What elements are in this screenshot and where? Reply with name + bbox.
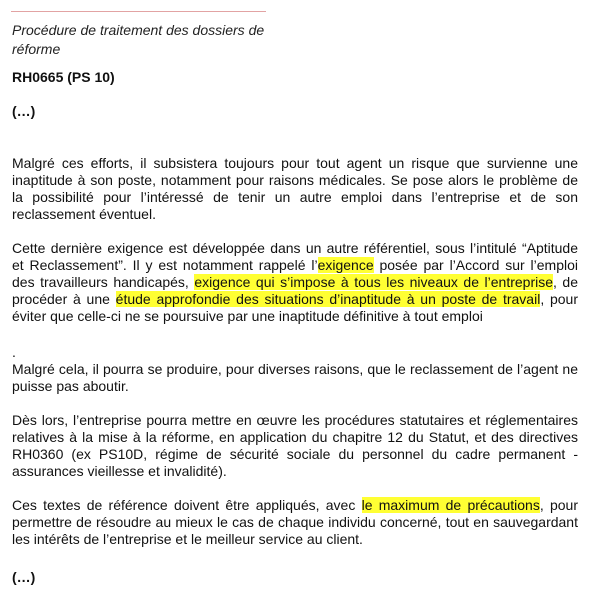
- document-title: Procédure de traitement des dossiers de réforme: [12, 22, 265, 57]
- paragraph-2-text-b: posée par l’Accord sur l’emploi des travailleurs handicapés,: [12, 257, 578, 290]
- highlight-maximum-precautions: le maximum de précautions: [361, 497, 540, 513]
- paragraph-2-text-d: , pour éviter que celle-ci ne se poursuive par une inaptitude définitive à tout emploi: [12, 291, 578, 324]
- ellipsis-bottom: (…): [12, 569, 36, 585]
- document-reference: RH0665 (PS 10): [12, 69, 115, 85]
- header-rule: [11, 11, 266, 12]
- paragraph-5: [12, 497, 578, 548]
- paragraph-3: Malgré cela, il pourra se produire, pour diverses raisons, que le reclassement de l’agent ne puisse pas aboutir.: [12, 361, 578, 394]
- paragraph-5-text-b: , pour permettre de résoudre au mieux le cas de chaque individu concerné, tout en sauvegardant les intérêts de l’entreprise et le meilleur service au client.: [12, 497, 578, 547]
- ellipsis-top: (…): [12, 103, 36, 119]
- paragraph-5-text-a: Ces textes de référence doivent être appliqués, avec: [12, 497, 362, 513]
- highlight-exigence: exigence: [317, 257, 374, 273]
- paragraph-2: [12, 240, 578, 325]
- highlight-tous-niveaux: exigence qui s’impose à tous les niveaux de l’entreprise: [194, 274, 554, 290]
- paragraph-2-text-c: , de procéder à une: [12, 274, 579, 307]
- highlight-etude-approfondie: étude approfondie des situations d’inaptitude à un poste de travail: [115, 291, 541, 307]
- paragraph-4: Dès lors, l’entreprise pourra mettre en œuvre les procédures statutaires et réglementaires relatives à la mise à la réforme, en application du chapitre 12 du Statut, et des directives RH0360 (ex PS10D, régime de sécurité sociale du personnel du cadre permanent - assurances vieillesse et invalidité).: [12, 412, 578, 479]
- paragraph-1: Malgré ces efforts, il subsistera toujours pour tout agent un risque que survienne une inaptitude à son poste, notamment pour raisons médicales. Se pose alors le problème de la possibilité pour l’intéressé de tenir un autre emploi dans l’entreprise et de son reclassement éventuel.: [12, 155, 578, 222]
- paragraph-2-text-a: Cette dernière exigence est développée dans un autre référentiel, sous l’intitulé “Aptitude et Reclassement”. Il y est notamment rappelé l’: [12, 240, 578, 273]
- stray-period: .: [12, 344, 16, 360]
